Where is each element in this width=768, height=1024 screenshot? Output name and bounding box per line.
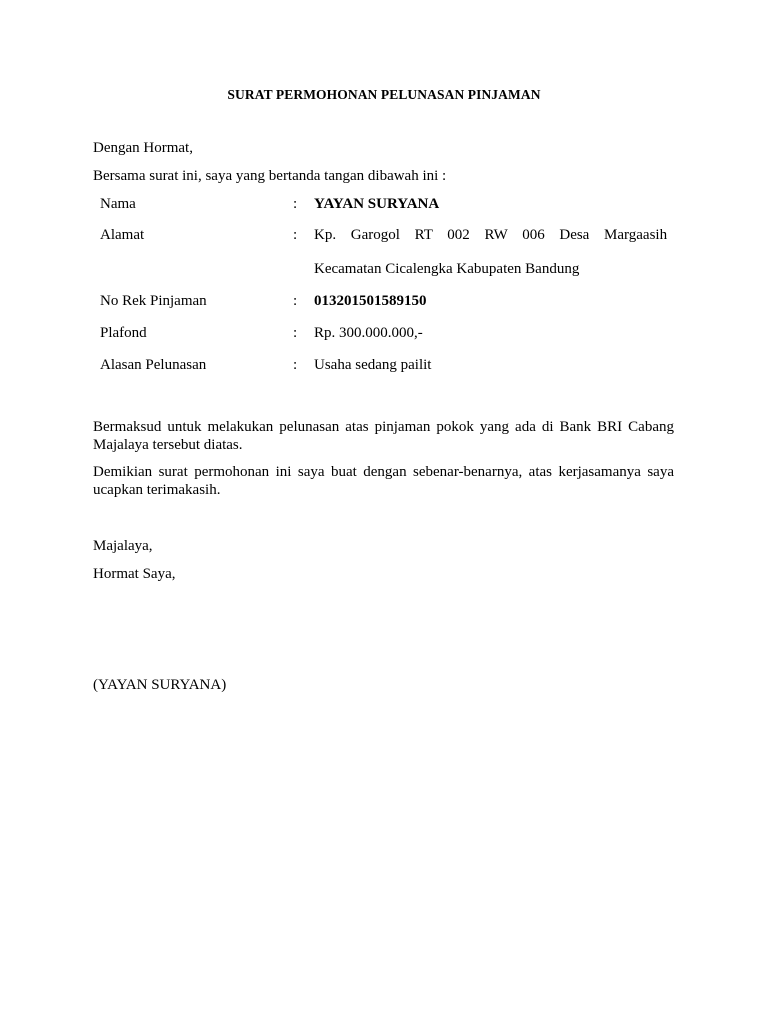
- field-row-no-rek: [100, 293, 675, 313]
- field-row-alasan: [100, 357, 675, 377]
- letter-title: SURAT PERMOHONAN PELUNASAN PINJAMAN: [227, 87, 541, 102]
- address-word: 002: [447, 227, 470, 243]
- field-colon: :: [293, 325, 298, 341]
- field-label-plafond: Plafond: [100, 325, 147, 341]
- address-word: RW: [484, 227, 508, 243]
- field-label-no-rek: No Rek Pinjaman: [100, 293, 207, 309]
- address-word: Kp.: [314, 227, 337, 243]
- field-label-alasan: Alasan Pelunasan: [100, 357, 207, 373]
- field-row-plafond: [100, 325, 675, 345]
- body-paragraph-2: Demikian surat permohonan ini saya buat dengan sebenar-benarnya, atas kerjasamanya saya ucapkan terimakasih.: [93, 464, 674, 498]
- salutation: Dengan Hormat,: [93, 140, 193, 156]
- field-value-alasan: Usaha sedang pailit: [314, 357, 432, 373]
- place-line: Majalaya,: [93, 538, 153, 554]
- field-value-alamat-line1: [314, 227, 667, 244]
- field-colon: :: [293, 196, 298, 212]
- intro-text: Bersama surat ini, saya yang bertanda tangan dibawah ini :: [93, 168, 447, 184]
- address-word: Desa: [559, 227, 590, 243]
- closing-line: Hormat Saya,: [93, 566, 176, 582]
- field-row-nama: [100, 196, 675, 216]
- field-colon: :: [293, 357, 298, 373]
- field-value-nama: YAYAN SURYANA: [314, 196, 440, 212]
- field-value-plafond: Rp. 300.000.000,-: [314, 325, 423, 341]
- field-colon: :: [293, 293, 298, 309]
- field-value-alamat-line2: Kecamatan Cicalengka Kabupaten Bandung: [314, 261, 580, 277]
- body-paragraph-1: Bermaksud untuk melakukan pelunasan atas pinjaman pokok yang ada di Bank BRI Cabang Majalaya tersebut diatas.: [93, 419, 674, 453]
- address-word: Garogol: [350, 227, 400, 243]
- field-colon: :: [293, 227, 298, 243]
- address-word: Margaasih: [604, 227, 668, 243]
- address-word: RT: [414, 227, 433, 243]
- signature-name: (YAYAN SURYANA): [93, 677, 227, 693]
- field-label-alamat: Alamat: [100, 227, 145, 243]
- field-value-no-rek: 013201501589150: [314, 293, 427, 309]
- field-label-nama: Nama: [100, 196, 136, 212]
- address-word: 006: [522, 227, 545, 243]
